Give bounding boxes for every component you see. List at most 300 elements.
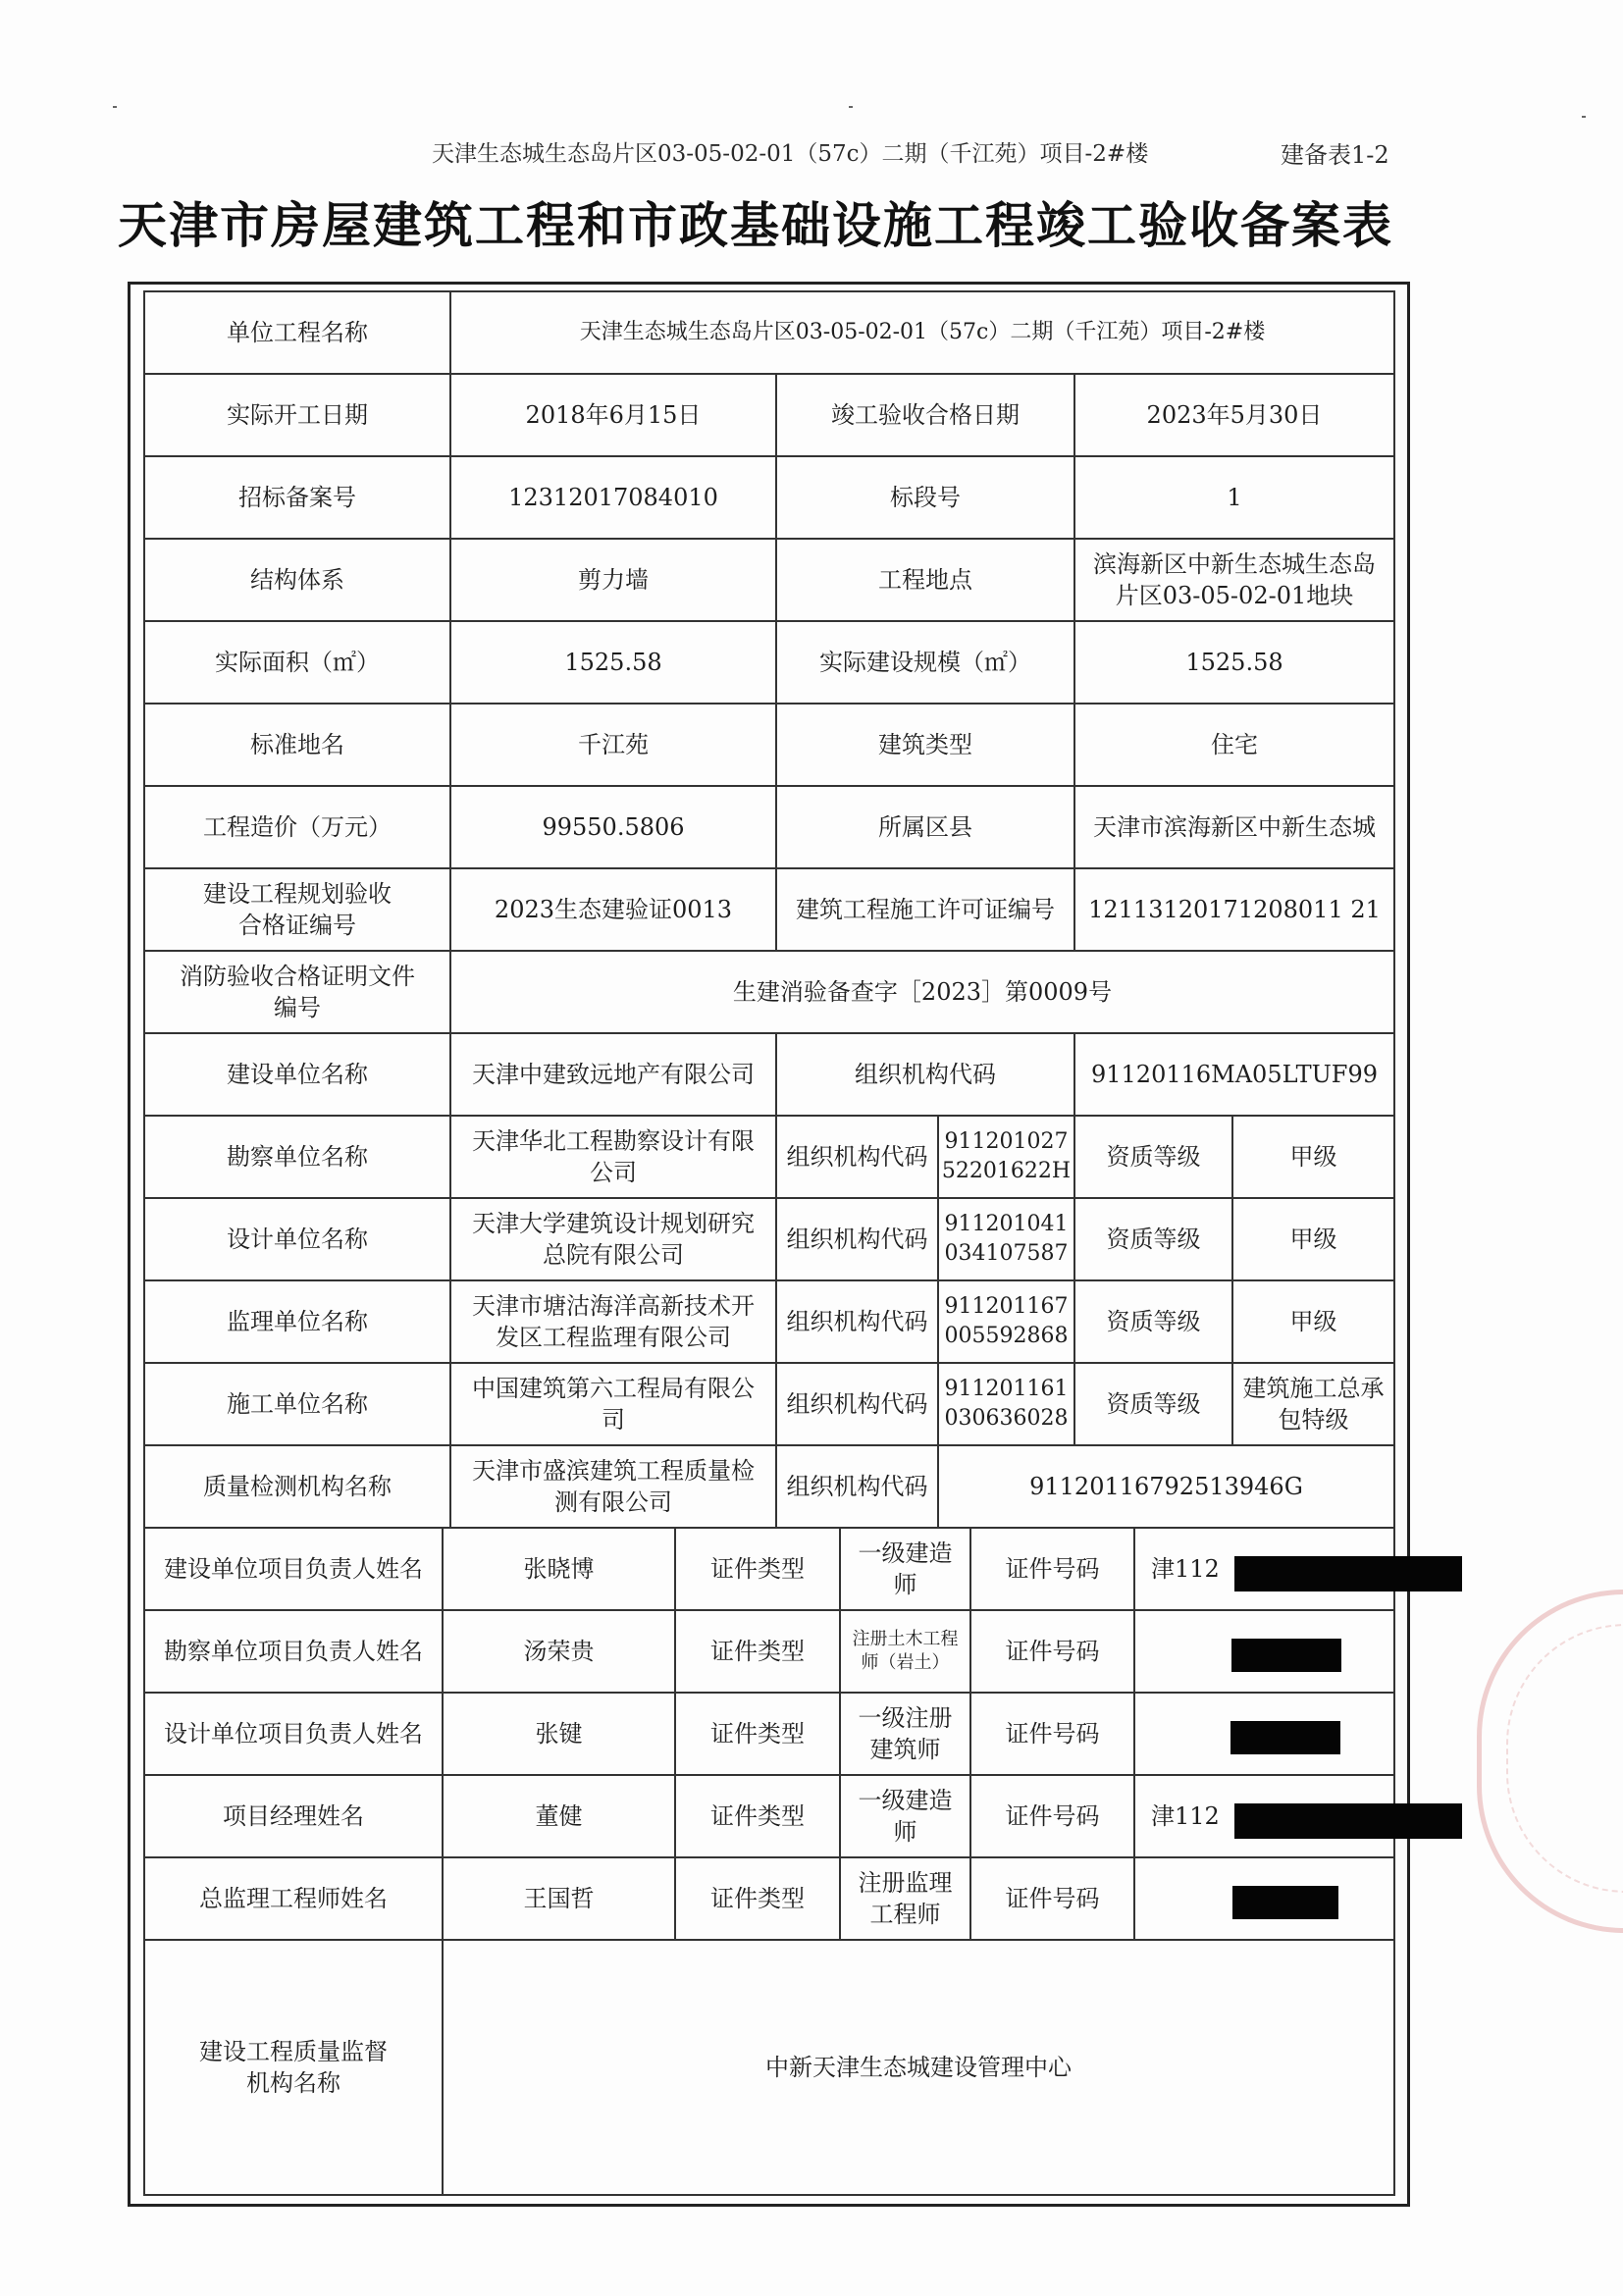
label-org-code-line: 组织机构代码 xyxy=(786,1143,928,1171)
value-section-no-line: 1 xyxy=(1227,484,1242,511)
value-design-unit-code-line: 911201041 xyxy=(944,1212,1069,1236)
value-std-place-name xyxy=(449,703,777,787)
label-building-type xyxy=(775,703,1075,787)
value-structure-text xyxy=(578,564,649,596)
label-accept-date-line: 竣工验收合格日期 xyxy=(831,401,1020,429)
value-builder-code xyxy=(1073,1032,1395,1117)
value-survey-pm-cert-type-text xyxy=(853,1628,959,1675)
value-design-unit-line: 天津大学建筑设计规划研究 xyxy=(472,1210,755,1237)
value-plan-cert xyxy=(449,867,777,952)
label-qualification-text xyxy=(1107,1224,1201,1255)
value-plan-cert-line: 2023生态建验证0013 xyxy=(494,896,733,923)
label-org-code-line: 组织机构代码 xyxy=(786,1308,928,1335)
value-construction-unit-qualification-text xyxy=(1243,1373,1385,1435)
value-project-manager-cert-type-line: 师 xyxy=(893,1818,917,1846)
label-cert-no-text xyxy=(1006,1718,1100,1749)
value-location-text xyxy=(1093,548,1376,611)
label-org-code-text xyxy=(787,1306,928,1337)
label-builder-pm-line: 建设单位项目负责人姓名 xyxy=(164,1555,423,1583)
value-design-pm-name-line: 张键 xyxy=(535,1720,583,1748)
value-construction-unit-code-text xyxy=(945,1375,1069,1434)
value-construction-unit-code xyxy=(937,1362,1075,1446)
label-org-code xyxy=(775,1362,939,1446)
label-start-date-text xyxy=(227,399,368,431)
label-supervisory-org-line: 机构名称 xyxy=(246,2069,340,2097)
label-org-code-text xyxy=(855,1059,996,1090)
value-supervision-unit-line: 天津市塘沽海洋高新技术开 xyxy=(472,1292,755,1320)
value-start-date xyxy=(449,373,777,457)
value-design-unit xyxy=(449,1197,777,1281)
label-structure-text xyxy=(250,564,344,596)
label-cert-type xyxy=(674,1527,841,1611)
value-builder-pm-cert-type-line: 一级建造 xyxy=(858,1539,953,1567)
label-accept-date-text xyxy=(831,399,1020,431)
label-org-code-line: 组织机构代码 xyxy=(855,1061,996,1088)
value-start-date-text xyxy=(526,399,702,431)
label-testing-org xyxy=(143,1444,451,1529)
value-design-pm-cert-type-text xyxy=(859,1702,953,1765)
value-builder-name xyxy=(449,1032,777,1117)
label-fire-cert-text xyxy=(180,961,415,1023)
value-builder-code-text xyxy=(1091,1059,1378,1090)
value-construction-unit-code-line: 911201161 xyxy=(944,1377,1069,1401)
value-design-unit-code-line: 034107587 xyxy=(944,1241,1069,1266)
value-chief-supervisor-cert-type-line: 工程师 xyxy=(869,1901,941,1928)
value-testing-org-code xyxy=(937,1444,1395,1529)
label-org-code xyxy=(775,1115,939,1199)
value-actual-scale-text xyxy=(1185,647,1283,678)
form-number: 建备表1-2 xyxy=(1281,141,1389,169)
label-cert-no xyxy=(969,1527,1135,1611)
label-structure xyxy=(143,538,451,622)
value-builder-pm-name xyxy=(442,1527,676,1611)
value-accept-date xyxy=(1073,373,1395,457)
label-org-code xyxy=(775,1032,1075,1117)
label-std-place-name xyxy=(143,703,451,787)
value-chief-supervisor-cert-type-text xyxy=(859,1867,953,1930)
label-permit-no-text xyxy=(796,894,1055,925)
redaction-bar xyxy=(1230,1721,1340,1754)
value-survey-unit-code-line: 52201622H xyxy=(941,1159,1072,1183)
label-org-code-line: 组织机构代码 xyxy=(786,1473,928,1500)
label-supervisory-org xyxy=(143,1939,444,2196)
label-qualification xyxy=(1073,1115,1233,1199)
value-permit-no xyxy=(1073,867,1395,952)
value-survey-unit-qualification xyxy=(1231,1115,1395,1199)
label-cost-text xyxy=(203,811,392,843)
value-design-unit-code xyxy=(937,1197,1075,1281)
value-survey-pm-cert-type-line: 注册土木工程 xyxy=(852,1629,959,1649)
label-cert-no xyxy=(969,1856,1135,1941)
value-bid-record-no-line: 12312017084010 xyxy=(508,484,718,511)
value-section-no-text xyxy=(1227,482,1241,513)
header-project-line: 天津生态城生态岛片区03-05-02-01（57c）二期（千江苑）项目-2#楼 xyxy=(432,141,1149,167)
value-fire-cert-text xyxy=(733,976,1112,1008)
value-design-unit-qualification-text xyxy=(1290,1224,1337,1255)
value-builder-pm-cert-no-line: 津112 xyxy=(1151,1555,1220,1583)
value-project-manager-name-line: 董健 xyxy=(535,1802,583,1830)
label-bid-record-no-text xyxy=(238,482,356,513)
label-cert-type-text xyxy=(710,1800,805,1832)
label-design-pm-line: 设计单位项目负责人姓名 xyxy=(164,1720,423,1748)
value-plan-cert-text xyxy=(495,894,732,925)
value-permit-no-line: 12113120171208011 21 xyxy=(1088,896,1381,923)
value-testing-org xyxy=(449,1444,777,1529)
value-project-manager-cert-type xyxy=(839,1774,971,1858)
value-supervision-unit-qualification-text xyxy=(1290,1306,1337,1337)
value-builder-pm-name-line: 张晓博 xyxy=(523,1555,595,1583)
label-actual-scale-line: 实际建设规模（㎡） xyxy=(819,649,1031,676)
value-testing-org-line: 天津市盛滨建筑工程质量检 xyxy=(472,1457,755,1485)
label-construction-unit-line: 施工单位名称 xyxy=(227,1390,368,1418)
value-survey-unit-line: 天津华北工程勘察设计有限 xyxy=(472,1127,755,1155)
value-actual-area-text xyxy=(564,647,661,678)
value-supervisory-org xyxy=(442,1939,1395,2196)
value-supervision-unit-qualification-line: 甲级 xyxy=(1289,1308,1337,1335)
label-org-code-text xyxy=(787,1141,928,1173)
value-cost-text xyxy=(542,811,684,843)
label-qualification-line: 资质等级 xyxy=(1106,1308,1201,1335)
label-building-type-text xyxy=(878,729,972,760)
value-construction-unit-qualification xyxy=(1231,1362,1395,1446)
scan-speck xyxy=(113,106,117,108)
label-design-pm-text xyxy=(164,1718,423,1749)
value-supervisory-org-line: 中新天津生态城建设管理中心 xyxy=(765,2054,1072,2081)
value-survey-unit-qualification-text xyxy=(1290,1141,1337,1173)
value-chief-supervisor-name-line: 王国哲 xyxy=(523,1885,595,1912)
value-project-manager-name xyxy=(442,1774,676,1858)
label-actual-area-text xyxy=(215,647,380,678)
label-plan-cert-text xyxy=(203,878,392,941)
value-location-line: 片区03-05-02-01地块 xyxy=(1115,582,1354,609)
label-chief-supervisor xyxy=(143,1856,444,1941)
label-cert-no-text xyxy=(1006,1883,1100,1914)
value-builder-pm-cert-type xyxy=(839,1527,971,1611)
label-start-date-line: 实际开工日期 xyxy=(227,401,368,429)
label-plan-cert-line: 合格证编号 xyxy=(238,912,356,939)
value-structure-line: 剪力墙 xyxy=(578,566,649,594)
value-chief-supervisor-cert-type-line: 注册监理 xyxy=(858,1869,953,1897)
label-qualification-line: 资质等级 xyxy=(1106,1390,1201,1418)
value-design-pm-name xyxy=(442,1692,676,1776)
value-fire-cert-line: 生建消验备查字［2023］第0009号 xyxy=(732,978,1113,1006)
label-district-line: 所属区县 xyxy=(878,813,972,841)
value-survey-unit-text xyxy=(472,1125,755,1188)
label-project-manager xyxy=(143,1774,444,1858)
value-project-manager-name-text xyxy=(536,1800,583,1832)
value-supervision-unit-code-text xyxy=(945,1292,1069,1351)
label-cert-type-text xyxy=(710,1883,805,1914)
label-cert-type xyxy=(674,1692,841,1776)
label-section-no xyxy=(775,455,1075,540)
value-survey-unit-code-line: 911201027 xyxy=(944,1129,1069,1154)
label-cert-type xyxy=(674,1774,841,1858)
label-survey-pm-text xyxy=(164,1636,423,1667)
value-construction-unit-text xyxy=(472,1373,755,1435)
label-cert-type-line: 证件类型 xyxy=(710,1885,805,1912)
label-building-type-line: 建筑类型 xyxy=(878,731,972,758)
value-design-pm-name-text xyxy=(536,1718,583,1749)
value-survey-unit-code-text xyxy=(942,1127,1071,1186)
value-project-manager-cert-no-line: 津112 xyxy=(1151,1802,1220,1830)
value-construction-unit-line: 司 xyxy=(602,1406,625,1434)
value-design-pm-cert-type xyxy=(839,1692,971,1776)
value-cost xyxy=(449,785,777,869)
label-actual-scale xyxy=(775,620,1075,704)
label-survey-unit-line: 勘察单位名称 xyxy=(227,1143,368,1171)
value-project-name xyxy=(449,290,1395,375)
label-org-code xyxy=(775,1279,939,1364)
value-bid-record-no-text xyxy=(508,482,718,513)
label-structure-line: 结构体系 xyxy=(250,566,344,594)
value-testing-org-line: 测有限公司 xyxy=(554,1488,672,1516)
value-design-unit-code-text xyxy=(945,1210,1069,1269)
label-permit-no xyxy=(775,867,1075,952)
value-chief-supervisor-name-text xyxy=(524,1883,595,1914)
label-org-code xyxy=(775,1197,939,1281)
label-project-name-text xyxy=(227,317,368,348)
label-section-no-line: 标段号 xyxy=(890,484,961,511)
label-cert-type xyxy=(674,1609,841,1694)
label-cert-no-line: 证件号码 xyxy=(1005,1802,1100,1830)
value-location-line: 滨海新区中新生态城生态岛 xyxy=(1093,550,1376,578)
label-cert-no-line: 证件号码 xyxy=(1005,1638,1100,1665)
label-project-manager-text xyxy=(223,1800,364,1832)
label-std-place-name-text xyxy=(250,729,344,760)
label-actual-area-line: 实际面积（㎡） xyxy=(215,649,380,676)
label-bid-record-no-line: 招标备案号 xyxy=(238,484,356,511)
value-design-unit-line: 总院有限公司 xyxy=(543,1241,684,1269)
value-project-manager-cert-no-text xyxy=(1151,1800,1220,1832)
label-design-unit-text xyxy=(227,1224,368,1255)
label-project-name xyxy=(143,290,451,375)
value-supervision-unit-text xyxy=(472,1290,755,1353)
value-builder-code-line: 91120116MA05LTUF99 xyxy=(1090,1061,1378,1088)
value-fire-cert xyxy=(449,950,1395,1034)
label-cert-no-text xyxy=(1006,1553,1100,1585)
label-testing-org-line: 质量检测机构名称 xyxy=(203,1473,392,1500)
label-location xyxy=(775,538,1075,622)
label-qualification-line: 资质等级 xyxy=(1106,1226,1201,1253)
label-builder-pm xyxy=(143,1527,444,1611)
value-survey-pm-name-line: 汤荣贵 xyxy=(523,1638,595,1665)
label-chief-supervisor-text xyxy=(199,1883,388,1914)
value-survey-unit-qualification-line: 甲级 xyxy=(1289,1143,1337,1171)
scan-speck xyxy=(849,106,853,108)
value-survey-unit xyxy=(449,1115,777,1199)
value-design-pm-cert-type-line: 一级注册 xyxy=(858,1704,953,1732)
value-supervision-unit-code-line: 005592868 xyxy=(944,1324,1069,1348)
label-org-code xyxy=(775,1444,939,1529)
label-plan-cert-line: 建设工程规划验收 xyxy=(203,880,392,908)
value-builder-pm-cert-no-text xyxy=(1151,1553,1220,1585)
label-cert-no-text xyxy=(1006,1636,1100,1667)
value-survey-unit-code xyxy=(937,1115,1075,1199)
label-bid-record-no xyxy=(143,455,451,540)
label-project-name-line: 单位工程名称 xyxy=(227,319,368,346)
label-qualification-text xyxy=(1107,1388,1201,1420)
value-location xyxy=(1073,538,1395,622)
redaction-bar xyxy=(1232,1886,1338,1919)
label-builder-pm-text xyxy=(164,1553,423,1585)
label-project-manager-line: 项目经理姓名 xyxy=(223,1802,364,1830)
scan-speck xyxy=(1582,116,1586,118)
redaction-bar xyxy=(1231,1639,1341,1672)
value-building-type-line: 住宅 xyxy=(1211,731,1258,758)
label-section-no-text xyxy=(890,482,961,513)
value-builder-name-text xyxy=(472,1059,755,1090)
label-org-code-text xyxy=(787,1388,928,1420)
label-cert-type-text xyxy=(710,1636,805,1667)
label-org-code-text xyxy=(787,1224,928,1255)
value-chief-supervisor-name xyxy=(442,1856,676,1941)
label-org-code-line: 组织机构代码 xyxy=(786,1226,928,1253)
value-survey-pm-cert-type-line: 师（岩土） xyxy=(861,1652,950,1673)
label-qualification xyxy=(1073,1197,1233,1281)
page-title: 天津市房屋建筑工程和市政基础设施工程竣工验收备案表 xyxy=(118,197,1393,254)
value-std-place-name-text xyxy=(578,729,649,760)
label-supervisory-org-text xyxy=(199,2036,388,2099)
label-chief-supervisor-line: 总监理工程师姓名 xyxy=(199,1885,388,1912)
label-cert-type-line: 证件类型 xyxy=(710,1802,805,1830)
value-construction-unit-qualification-line: 包特级 xyxy=(1278,1406,1349,1434)
value-construction-unit xyxy=(449,1362,777,1446)
label-qualification-text xyxy=(1107,1306,1201,1337)
label-std-place-name-line: 标准地名 xyxy=(250,731,344,758)
label-survey-unit-text xyxy=(227,1141,368,1173)
value-actual-scale-line: 1525.58 xyxy=(1185,649,1283,676)
label-location-text xyxy=(878,564,972,596)
label-cert-no-text xyxy=(1006,1800,1100,1832)
value-design-pm-cert-type-line: 建筑师 xyxy=(869,1736,941,1763)
value-construction-unit-code-line: 030636028 xyxy=(944,1406,1069,1431)
value-district-line: 天津市滨海新区中新生态城 xyxy=(1093,813,1376,841)
label-testing-org-text xyxy=(203,1471,392,1502)
label-fire-cert-line: 消防验收合格证明文件 xyxy=(180,963,415,990)
label-supervision-unit-line: 监理单位名称 xyxy=(227,1308,368,1335)
label-supervisory-org-line: 建设工程质量监督 xyxy=(199,2038,388,2065)
value-design-unit-qualification xyxy=(1231,1197,1395,1281)
label-fire-cert xyxy=(143,950,451,1034)
label-cert-type-text xyxy=(710,1553,805,1585)
label-cert-no xyxy=(969,1692,1135,1776)
value-builder-pm-cert-type-text xyxy=(859,1538,953,1600)
value-permit-no-text xyxy=(1088,894,1381,925)
label-plan-cert xyxy=(143,867,451,952)
value-builder-pm-name-text xyxy=(524,1553,595,1585)
value-testing-org-text xyxy=(472,1455,755,1518)
value-construction-unit-qualification-line: 建筑施工总承 xyxy=(1242,1375,1385,1402)
value-project-name-line: 天津生态城生态岛片区03-05-02-01（57c）二期（千江苑）项目-2#楼 xyxy=(579,320,1266,344)
value-project-name-text xyxy=(580,318,1265,347)
label-survey-pm-line: 勘察单位项目负责人姓名 xyxy=(164,1638,423,1665)
value-supervision-unit-code-line: 911201167 xyxy=(944,1294,1069,1319)
value-testing-org-code-text xyxy=(1029,1471,1303,1502)
label-actual-scale-text xyxy=(819,647,1031,678)
label-qualification-text xyxy=(1107,1141,1201,1173)
value-builder-pm-cert-type-line: 师 xyxy=(893,1571,917,1598)
label-design-pm xyxy=(143,1692,444,1776)
label-builder xyxy=(143,1032,451,1117)
value-actual-scale xyxy=(1073,620,1395,704)
redaction-bar xyxy=(1234,1556,1462,1592)
label-cert-no xyxy=(969,1774,1135,1858)
value-actual-area xyxy=(449,620,777,704)
redaction-bar xyxy=(1234,1803,1462,1839)
label-cert-type-text xyxy=(710,1718,805,1749)
label-supervision-unit-text xyxy=(227,1306,368,1337)
label-supervision-unit xyxy=(143,1279,451,1364)
label-design-unit-line: 设计单位名称 xyxy=(227,1226,368,1253)
value-survey-pm-name xyxy=(442,1609,676,1694)
value-std-place-name-line: 千江苑 xyxy=(578,731,649,758)
label-district-text xyxy=(878,811,972,843)
label-qualification-line: 资质等级 xyxy=(1106,1143,1201,1171)
label-location-line: 工程地点 xyxy=(878,566,972,594)
value-bid-record-no xyxy=(449,455,777,540)
value-project-manager-cert-type-line: 一级建造 xyxy=(858,1787,953,1814)
label-cert-type-line: 证件类型 xyxy=(710,1638,805,1665)
label-district xyxy=(775,785,1075,869)
value-supervision-unit-code xyxy=(937,1279,1075,1364)
value-construction-unit-line: 中国建筑第六工程局有限公 xyxy=(472,1375,755,1402)
value-testing-org-code-line: 91120116792513946G xyxy=(1029,1473,1303,1500)
label-survey-pm xyxy=(143,1609,444,1694)
label-cert-type-line: 证件类型 xyxy=(710,1555,805,1583)
label-fire-cert-line: 编号 xyxy=(274,994,321,1021)
label-cert-type-line: 证件类型 xyxy=(710,1720,805,1748)
value-district-text xyxy=(1093,811,1376,843)
label-builder-text xyxy=(227,1059,368,1090)
value-building-type xyxy=(1073,703,1395,787)
label-cost-line: 工程造价（万元） xyxy=(203,813,392,841)
label-construction-unit-text xyxy=(227,1388,368,1420)
value-start-date-line: 2018年6月15日 xyxy=(525,401,702,429)
value-design-unit-qualification-line: 甲级 xyxy=(1289,1226,1337,1253)
label-cert-no xyxy=(969,1609,1135,1694)
value-chief-supervisor-cert-type xyxy=(839,1856,971,1941)
label-cert-no-line: 证件号码 xyxy=(1005,1885,1100,1912)
label-builder-line: 建设单位名称 xyxy=(227,1061,368,1088)
value-accept-date-text xyxy=(1147,399,1323,431)
label-qualification xyxy=(1073,1362,1233,1446)
value-building-type-text xyxy=(1211,729,1258,760)
value-section-no xyxy=(1073,455,1395,540)
value-supervision-unit-qualification xyxy=(1231,1279,1395,1364)
label-cert-type xyxy=(674,1856,841,1941)
label-construction-unit xyxy=(143,1362,451,1446)
label-accept-date xyxy=(775,373,1075,457)
value-builder-name-line: 天津中建致远地产有限公司 xyxy=(472,1061,755,1088)
value-actual-area-line: 1525.58 xyxy=(564,649,662,676)
label-start-date xyxy=(143,373,451,457)
value-survey-pm-name-text xyxy=(524,1636,595,1667)
label-survey-unit xyxy=(143,1115,451,1199)
value-supervision-unit-line: 发区工程监理有限公司 xyxy=(496,1324,731,1351)
label-cost xyxy=(143,785,451,869)
label-cert-no-line: 证件号码 xyxy=(1005,1555,1100,1583)
label-actual-area xyxy=(143,620,451,704)
value-supervision-unit xyxy=(449,1279,777,1364)
value-design-unit-text xyxy=(472,1208,755,1271)
label-permit-no-line: 建筑工程施工许可证编号 xyxy=(796,896,1055,923)
value-accept-date-line: 2023年5月30日 xyxy=(1146,401,1323,429)
label-org-code-line: 组织机构代码 xyxy=(786,1390,928,1418)
label-design-unit xyxy=(143,1197,451,1281)
value-district xyxy=(1073,785,1395,869)
label-org-code-text xyxy=(787,1471,928,1502)
value-project-manager-cert-type-text xyxy=(859,1785,953,1848)
